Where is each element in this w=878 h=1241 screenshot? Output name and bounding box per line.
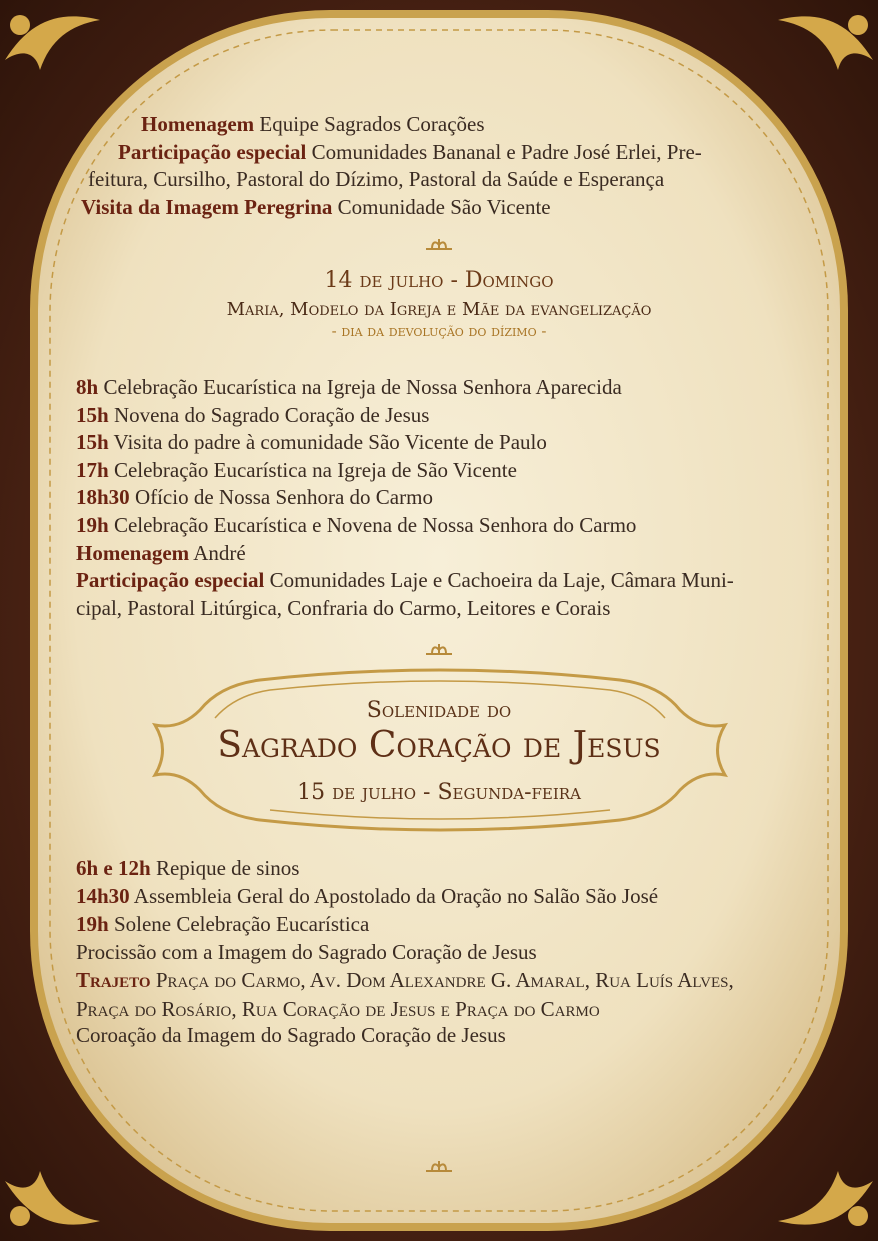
route-line-1 — [76, 968, 734, 993]
cartouche-line-1: Solenidade do — [366, 698, 512, 723]
day14-schedule-item-text: Celebração Eucarística na Igreja de São Vicente — [108, 457, 517, 482]
day14-schedule-item-text: Celebração Eucarística e Novena de Nossa Senhora do Carmo — [108, 513, 637, 537]
top-line-3 — [88, 167, 664, 192]
route-label: Trajeto — [76, 968, 151, 992]
cartouche-line-2: Sagrado Coração de Jesus — [217, 725, 661, 766]
top-line-4 — [81, 195, 551, 220]
day15-schedule-item-text: Solene Celebração Eucarística — [108, 912, 370, 936]
divider-ornament-1 — [424, 235, 454, 253]
top-line-2-text: Comunidades Bananal e Padre José Erlei, Pre- — [306, 140, 702, 164]
day14-schedule-item — [76, 403, 429, 428]
day15-schedule-item-text: Repique de sinos — [150, 856, 300, 880]
top-line-2 — [118, 140, 702, 165]
day14-schedule-item-time: 8h — [76, 375, 99, 399]
day14-schedule-item-time: Homenagem — [76, 540, 190, 565]
cartouche-line-3: 15 de julho - Segunda-feira — [297, 780, 581, 805]
top-line-4-label: Visita da Imagem Peregrina — [81, 195, 333, 219]
day14-schedule-item — [76, 430, 547, 455]
route-line-2: Praça do Rosário, Rua Coração de Jesus e Praça do Carmo — [76, 997, 600, 1021]
final-line: Coroação da Imagem do Sagrado Coração de Jesus — [76, 1023, 506, 1047]
day14-schedule-item — [76, 541, 246, 566]
day14-schedule-item-text: André — [189, 540, 246, 565]
day14-schedule-item-time: 18h30 — [76, 485, 130, 510]
day14-schedule-item-text: cipal, Pastoral Litúrgica, Confraria do Carmo, Leitores e Corais — [76, 595, 611, 620]
day15-schedule-item — [76, 884, 658, 909]
top-line-3-text: feitura, Cursilho, Pastoral do Dízimo, Pastoral da Saúde e Esperança — [88, 167, 665, 191]
top-line-1 — [141, 112, 485, 137]
day14-schedule-item-text: Comunidades Laje e Cachoeira da Laje, Câmara Muni- — [264, 568, 734, 593]
day14-schedule-item-text: Visita do padre à comunidade São Vicente de Paulo — [108, 430, 547, 455]
day14-subtitle: Maria, Modelo da Igreja e Mãe da evangelização — [226, 299, 652, 320]
day14-schedule-item-time: 19h — [76, 513, 109, 537]
day14-schedule-item-time: 15h — [76, 402, 109, 427]
day14-title: 14 de julho - Domingo — [324, 268, 554, 293]
day14-schedule-item-time: 15h — [76, 430, 109, 455]
day14-schedule-item-time: Participação especial — [76, 568, 265, 593]
day15-schedule-item — [76, 912, 369, 937]
day14-schedule-item — [76, 513, 636, 538]
day14-schedule-item-time: 17h — [76, 457, 109, 482]
day15-schedule-item-text: Assembleia Geral do Apostolado da Oração no Salão São José — [129, 884, 659, 908]
day15-schedule-item — [76, 940, 537, 965]
divider-ornament-2 — [424, 640, 454, 658]
day14-schedule-item — [76, 485, 433, 510]
top-line-4-text: Comunidade São Vicente — [332, 195, 551, 219]
top-line-1-text: Equipe Sagrados Corações — [254, 112, 485, 136]
day14-schedule-item-text: Celebração Eucarística na Igreja de Nossa Senhora Aparecida — [98, 375, 622, 399]
day14-schedule-item — [76, 568, 734, 593]
divider-ornament-3 — [424, 1157, 454, 1175]
top-line-2-label: Participação especial — [118, 140, 307, 164]
day14-schedule-item — [76, 596, 610, 621]
day14-schedule-item — [76, 458, 517, 483]
day14-schedule-item-text: Novena do Sagrado Coração de Jesus — [108, 402, 430, 427]
day15-schedule-item-text: Procissão com a Imagem do Sagrado Coração de Jesus — [76, 940, 537, 964]
route-text-1: Praça do Carmo, Av. Dom Alexandre G. Amaral, Rua Luís Alves, — [150, 968, 734, 992]
top-line-1-label: Homenagem — [141, 112, 255, 136]
day15-schedule-item-time: 6h e 12h — [76, 856, 151, 880]
day14-schedule-item-text: Ofício de Nossa Senhora do Carmo — [129, 485, 433, 510]
day15-schedule-item-time: 19h — [76, 912, 109, 936]
day15-schedule-item-time: 14h30 — [76, 884, 130, 908]
day15-schedule-item — [76, 856, 299, 881]
day14-note: - dia da devolução do dízimo - — [331, 322, 547, 340]
day14-schedule-item — [76, 375, 622, 400]
